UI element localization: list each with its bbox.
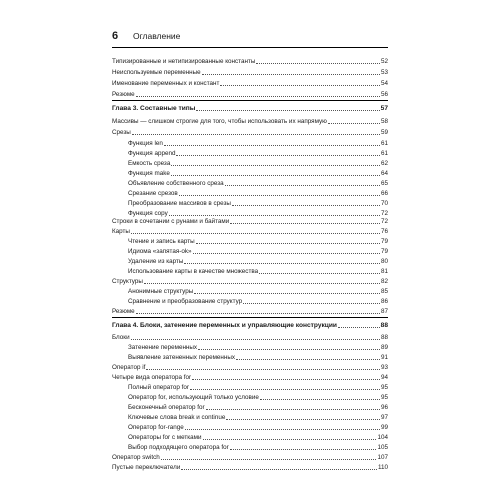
toc-page-number: 65 <box>380 180 388 187</box>
dot-leader <box>259 273 380 274</box>
toc-entry-label: Типизированные и нетипизированные константы <box>112 58 256 65</box>
dot-leader <box>132 134 380 135</box>
page-title: Оглавление <box>133 31 181 41</box>
toc-entry[interactable] <box>128 236 388 246</box>
toc-entry[interactable] <box>128 256 388 266</box>
toc-page-number: 104 <box>377 434 388 441</box>
toc-page-number: 70 <box>380 200 388 207</box>
toc-entry-label: Затенение переменных <box>128 344 198 351</box>
dot-leader <box>190 389 380 390</box>
toc-entry-label: Использование карты в качестве множества <box>128 268 259 275</box>
toc-entry-label: Структуры <box>112 278 143 285</box>
dot-leader <box>176 155 380 156</box>
toc-page-number: 62 <box>380 160 388 167</box>
dot-leader <box>338 327 380 328</box>
toc-entry-label: Срезы <box>112 129 131 136</box>
toc-entry[interactable] <box>128 432 388 442</box>
dot-leader <box>193 253 380 254</box>
toc-entry[interactable] <box>128 198 388 208</box>
dot-leader <box>236 359 380 360</box>
dot-leader <box>185 429 380 430</box>
toc-entry-label: Именование переменных и констант <box>112 80 220 87</box>
toc-entry-label: Неиспользуемые переменные <box>112 69 201 76</box>
toc-entry[interactable] <box>128 442 388 452</box>
toc-page-number: 72 <box>380 218 388 225</box>
toc-entry-label: Емкость среза <box>128 160 171 167</box>
dot-leader <box>198 349 380 350</box>
toc-entry[interactable] <box>128 188 388 198</box>
toc-entry[interactable] <box>128 352 388 362</box>
toc-page-number: 89 <box>380 344 388 351</box>
toc-entry-label: Четыре вида оператора for <box>112 374 192 381</box>
toc-entry[interactable] <box>112 56 388 66</box>
toc-entry[interactable] <box>128 342 388 352</box>
toc-entry[interactable] <box>128 168 388 178</box>
dot-leader <box>230 223 380 224</box>
toc-page-number: 61 <box>380 140 388 147</box>
toc-entry-label: Удаление из карты <box>128 258 184 265</box>
toc-chapter-entry[interactable] <box>112 320 388 330</box>
toc-entry[interactable] <box>112 276 388 286</box>
dot-leader <box>179 195 380 196</box>
toc-entry-label: Карты <box>112 228 130 235</box>
toc-entry[interactable] <box>112 216 388 226</box>
toc-page-number: 59 <box>380 129 388 136</box>
toc-entry[interactable] <box>112 362 388 372</box>
toc-page-number: 88 <box>380 334 388 341</box>
toc-page-number: 91 <box>380 354 388 361</box>
toc-entry-label: Функция append <box>128 150 176 157</box>
toc-page-number: 95 <box>380 394 388 401</box>
toc-entry-label: Преобразование массивов в срезы <box>128 200 231 207</box>
toc-page-number: 88 <box>380 322 388 329</box>
toc-entry-label: Резюме <box>112 91 135 98</box>
dot-leader <box>144 283 380 284</box>
toc-entry[interactable] <box>112 67 388 77</box>
toc-entry-label: Массивы — слишком строгие для того, чтобы использовать их напрямую <box>112 118 327 125</box>
toc-entry[interactable] <box>128 422 388 432</box>
toc-page-number: 110 <box>377 464 388 471</box>
toc-entry[interactable] <box>128 178 388 188</box>
toc-page-number: 94 <box>380 374 388 381</box>
toc-page-number: 107 <box>377 454 388 461</box>
toc-page-number: 76 <box>380 228 388 235</box>
toc-page-number: 79 <box>380 248 388 255</box>
toc-page-number: 72 <box>380 210 388 217</box>
toc-entry[interactable] <box>112 452 388 462</box>
toc-page-number: 56 <box>380 91 388 98</box>
toc-entry-label: Объявление собственного среза <box>128 180 224 187</box>
toc-entry[interactable] <box>112 78 388 88</box>
toc-chapter-entry[interactable] <box>112 103 388 113</box>
chapter-separator <box>112 317 388 318</box>
toc-page-number: 82 <box>380 278 388 285</box>
toc-page-number: 85 <box>380 288 388 295</box>
dot-leader <box>181 469 377 470</box>
toc-entry[interactable] <box>128 266 388 276</box>
toc-entry[interactable] <box>128 412 388 422</box>
toc-entry-label: Выявление затененных переменных <box>128 354 236 361</box>
toc-page-number: 53 <box>380 69 388 76</box>
toc-entry-label: Ключевые слова break и continue <box>128 414 226 421</box>
toc-entry-label: Анонимные структуры <box>128 288 194 295</box>
dot-leader <box>161 459 377 460</box>
toc-entry[interactable] <box>112 332 388 342</box>
toc-entry-label: Блоки <box>112 334 130 341</box>
toc-entry-label: Чтение и запись карты <box>128 238 195 245</box>
toc-entry[interactable] <box>128 148 388 158</box>
toc-entry-label: Сравнение и преобразование структур <box>128 298 243 305</box>
toc-entry-label: Функция copy <box>128 210 168 217</box>
toc-entry-label: Срезание срезов <box>128 190 178 197</box>
toc-entry[interactable] <box>128 158 388 168</box>
toc-entry[interactable] <box>112 372 388 382</box>
toc-entry-label: Оператор for, использующий только условие <box>128 394 259 401</box>
dot-leader <box>136 96 380 97</box>
toc-page-number: 80 <box>380 258 388 265</box>
toc-page-number: 81 <box>380 268 388 275</box>
dot-leader <box>184 263 380 264</box>
toc-entry-label: Выбор подходящего оператора for <box>128 444 229 451</box>
toc-entry-label: Идиома «запятая-ok» <box>128 248 192 255</box>
toc-entry-label: Оператор if <box>112 364 146 371</box>
toc-page-number: 54 <box>380 80 388 87</box>
dot-leader <box>194 293 380 294</box>
toc-page-number: 87 <box>380 308 388 315</box>
toc-entry[interactable] <box>128 246 388 256</box>
toc-entry-label: Операторы for с метками <box>128 434 202 441</box>
toc-page-number: 99 <box>380 424 388 431</box>
toc-entry-label: Резюме <box>112 308 135 315</box>
toc-entry-label: Оператор switch <box>112 454 160 461</box>
dot-leader <box>131 233 380 234</box>
dot-leader <box>220 85 380 86</box>
toc-entry-label: Функция make <box>128 170 170 177</box>
toc-entry[interactable] <box>112 462 388 472</box>
dot-leader <box>164 145 380 146</box>
toc-entry[interactable] <box>128 382 388 392</box>
toc-page-number: 96 <box>380 404 388 411</box>
toc-page-number: 58 <box>380 118 388 125</box>
toc-entry[interactable] <box>128 402 388 412</box>
toc-entry[interactable] <box>128 138 388 148</box>
toc-page-number: 57 <box>380 105 388 112</box>
toc-entry[interactable] <box>112 116 388 126</box>
toc-entry-label: Функция len <box>128 140 163 147</box>
toc-page-number: 64 <box>380 170 388 177</box>
toc-entry-label: Глава 4. Блоки, затенение переменных и управляющие конструкции <box>112 322 337 329</box>
toc-entry-label: Оператор for-range <box>128 424 184 431</box>
toc-page-number: 86 <box>380 298 388 305</box>
toc-page-number: 95 <box>380 384 388 391</box>
dot-leader <box>226 419 380 420</box>
toc-entry[interactable] <box>112 89 388 99</box>
dot-leader <box>225 185 380 186</box>
dot-leader <box>203 439 377 440</box>
toc-entry[interactable] <box>128 296 388 306</box>
toc-entry[interactable] <box>112 306 388 316</box>
dot-leader <box>136 313 380 314</box>
toc-entry[interactable] <box>112 226 388 236</box>
toc-entry-label: Глава 3. Составные типы <box>112 105 196 112</box>
toc-entry[interactable] <box>128 392 388 402</box>
page-number: 6 <box>112 30 119 42</box>
toc-entry-label: Бесконечный оператор for <box>128 404 205 411</box>
toc-entry-label: Строки в сочетании с рунами и байтами <box>112 218 230 225</box>
dot-leader <box>146 369 380 370</box>
toc-page-number: 52 <box>380 58 388 65</box>
toc-page-number: 105 <box>377 444 388 451</box>
dot-leader <box>131 339 380 340</box>
toc-entry-label: Полный оператор for <box>128 384 190 391</box>
dot-leader <box>230 449 377 450</box>
dot-leader <box>171 165 380 166</box>
dot-leader <box>256 63 380 64</box>
dot-leader <box>192 379 380 380</box>
toc-page-number: 97 <box>380 414 388 421</box>
toc-page-number: 66 <box>380 190 388 197</box>
dot-leader <box>196 243 380 244</box>
toc-entry[interactable] <box>128 286 388 296</box>
toc-entry-label: Пустые переключатели <box>112 464 181 471</box>
dot-leader <box>243 303 380 304</box>
toc-page-number: 61 <box>380 150 388 157</box>
dot-leader <box>202 74 380 75</box>
table-of-contents <box>112 0 388 500</box>
toc-page-number: 79 <box>380 238 388 245</box>
dot-leader <box>232 205 380 206</box>
dot-leader <box>196 110 379 111</box>
toc-entry[interactable] <box>112 127 388 137</box>
dot-leader <box>260 399 380 400</box>
dot-leader <box>171 175 380 176</box>
dot-leader <box>206 409 380 410</box>
toc-page-number: 93 <box>380 364 388 371</box>
dot-leader <box>328 123 380 124</box>
chapter-separator <box>112 100 388 101</box>
